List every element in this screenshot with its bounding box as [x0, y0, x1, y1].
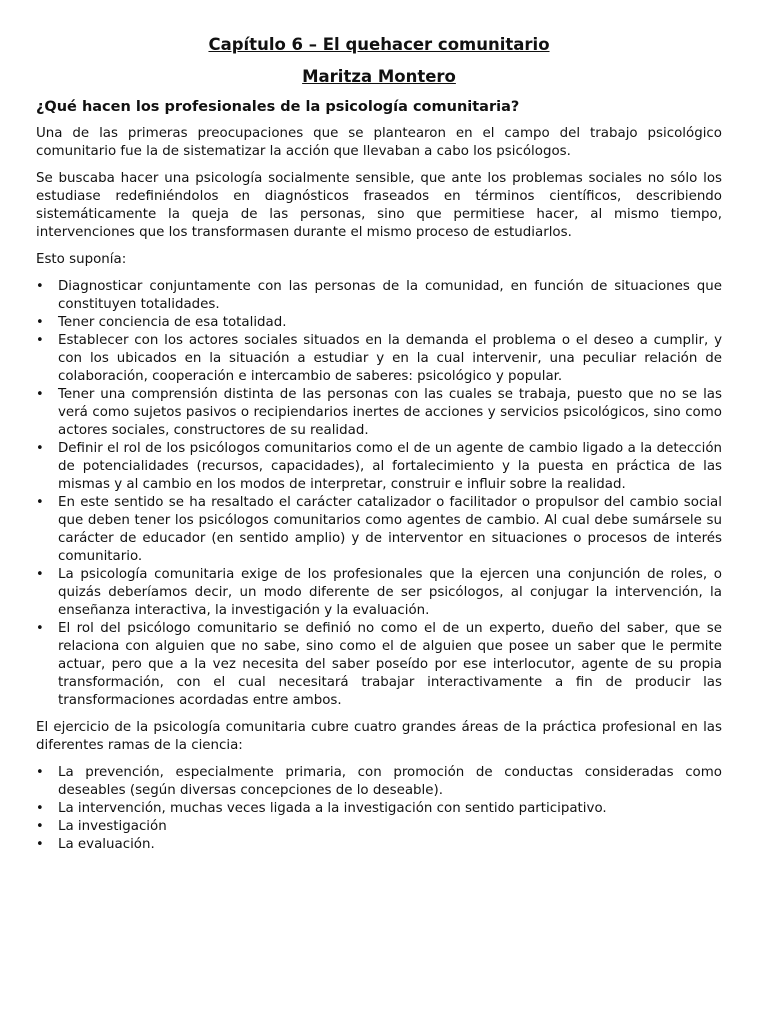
- list-item: [36, 764, 722, 800]
- list-item: [36, 440, 722, 494]
- list-item: [36, 800, 722, 818]
- list-item-text: Tener una comprensión distinta de las personas con las cuales se trabaja, puesto que no se las verá como sujetos pasivos o recipiendarios inertes de acciones y servicios psicológicos, sino como actores sociales, constructores de su realidad.: [58, 387, 722, 438]
- bullet-icon: •: [36, 315, 44, 330]
- list-item: [36, 314, 722, 332]
- bullet-icon: •: [36, 441, 44, 456]
- list-item-text: La evaluación.: [58, 837, 155, 852]
- section-heading: ¿Qué hacen los profesionales de la psicología comunitaria?: [36, 99, 520, 115]
- bullet-icon: •: [36, 819, 44, 834]
- bullet-icon: •: [36, 765, 44, 780]
- list-item: [36, 386, 722, 440]
- paragraph-practice-areas-lead: El ejercicio de la psicología comunitaria cubre cuatro grandes áreas de la práctica profesional en las diferentes ramas de la ciencia:: [36, 720, 722, 753]
- practice-areas-list: [36, 764, 722, 854]
- list-item-text: Establecer con los actores sociales situados en la demanda el problema o el deseo a cumplir, y con los ubicados en la situación a estudiar y en la cual intervenir, una peculiar relación de colaboración, cooperación e intercambio de saberes: psicológico y popular.: [58, 333, 722, 384]
- paragraph-intro: Una de las primeras preocupaciones que se plantearon en el campo del trabajo psicológico comunitario fue la de sistematizar la acción que llevaban a cabo los psicólogos.: [36, 126, 722, 159]
- list-item-text: Tener conciencia de esa totalidad.: [58, 315, 287, 330]
- list-item: [36, 494, 722, 566]
- bullet-icon: •: [36, 801, 44, 816]
- paragraph-implications-lead: Esto suponía:: [36, 252, 127, 267]
- list-item-text: La psicología comunitaria exige de los profesionales que la ejercen una conjunción de roles, o quizás deberíamos decir, un modo diferente de ser psicólogos, al conjugar la intervención, la enseñanza interactiva, la investigación y la evaluación.: [58, 567, 722, 618]
- list-item: [36, 818, 722, 836]
- list-item-text: Diagnosticar conjuntamente con las personas de la comunidad, en función de situaciones que constituyen totalidades.: [58, 279, 722, 312]
- list-item-text: La prevención, especialmente primaria, con promoción de conductas consideradas como deseables (según diversas concepciones de lo deseable).: [58, 765, 722, 798]
- list-item: [36, 278, 722, 314]
- list-item-text: La investigación: [58, 819, 167, 834]
- bullet-icon: •: [36, 387, 44, 402]
- list-item-text: El rol del psicólogo comunitario se definió no como el de un experto, dueño del saber, que se relaciona con alguien que no sabe, sino como el de alguien que posee un saber que le permite actuar, pero que a la vez necesita del saber poseído por ese interlocutor, agente de su propia transformación, con el cual necesitará trabajar interactivamente a fin de producir las transformaciones acordadas entre ambos.: [58, 621, 722, 708]
- paragraph-sensitive-psychology: Se buscaba hacer una psicología socialmente sensible, que ante los problemas sociales no sólo los estudiase redefiniéndolos en diagnósticos fraseados en términos científicos, describiendo sistemáticamente la queja de las personas, sino que permitiese hacer, al mismo tiempo, intervenciones que los transformasen durante el mismo proceso de estudiarlos.: [36, 171, 722, 240]
- chapter-title: Capítulo 6 – El quehacer comunitario: [208, 35, 550, 54]
- bullet-icon: •: [36, 495, 44, 510]
- bullet-icon: •: [36, 837, 44, 852]
- implications-list: [36, 278, 722, 710]
- author-name: Maritza Montero: [302, 67, 456, 86]
- bullet-icon: •: [36, 621, 44, 636]
- list-item: [36, 566, 722, 620]
- bullet-icon: •: [36, 567, 44, 582]
- list-item-text: Definir el rol de los psicólogos comunitarios como el de un agente de cambio ligado a la detección de potencialidades (recursos, capacidades), al fortalecimiento y la puesta en práctica de las mismas y al cambio en los modos de interpretar, construir e influir sobre la realidad.: [58, 441, 722, 492]
- list-item: [36, 620, 722, 710]
- bullet-icon: •: [36, 333, 44, 348]
- list-item-text: En este sentido se ha resaltado el carácter catalizador o facilitador o propulsor del cambio social que deben tener los psicólogos comunitarios como agentes de cambio. Al cual debe sumársele su carácter de educador (en sentido amplio) y de interventor en situaciones o procesos de interés comunitario.: [58, 495, 722, 564]
- list-item: [36, 836, 722, 854]
- list-item: [36, 332, 722, 386]
- bullet-icon: •: [36, 279, 44, 294]
- list-item-text: La intervención, muchas veces ligada a la investigación con sentido participativo.: [58, 801, 607, 816]
